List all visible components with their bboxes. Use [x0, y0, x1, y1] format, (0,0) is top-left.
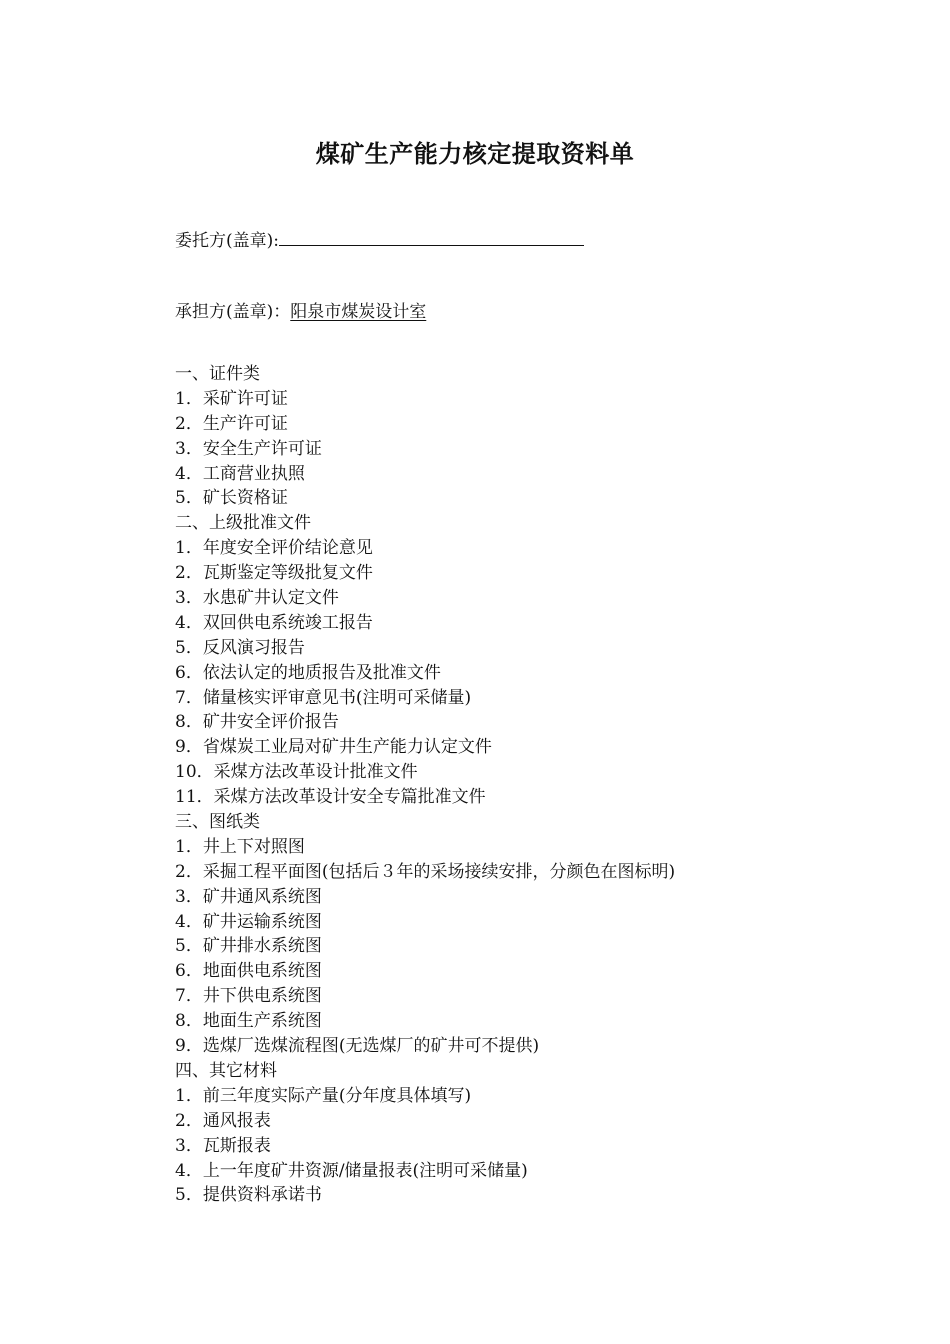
list-item: 8．矿井安全评价报告 — [175, 712, 339, 733]
list-item: 1．前三年度实际产量(分年度具体填写) — [175, 1085, 472, 1106]
list-item: 8．地面生产系统图 — [175, 1011, 322, 1032]
list-item: 4．上一年度矿井资源/储量报表(注明可采储量) — [175, 1160, 528, 1181]
list-item: 10．采煤方法改革设计批准文件 — [175, 762, 418, 783]
section-heading: 一、证件类 — [175, 364, 260, 384]
list-item: 1．采矿许可证 — [175, 388, 288, 409]
client-signature-field[interactable] — [279, 227, 584, 246]
list-item: 5．反风演习报告 — [175, 637, 305, 658]
list-item: 4．矿井运输系统图 — [175, 911, 322, 932]
contractor-name: 阳泉市煤炭设计室 — [290, 302, 427, 322]
list-item: 5．矿井排水系统图 — [175, 936, 322, 957]
list-item: 2．生产许可证 — [175, 413, 288, 434]
list-item: 7．井下供电系统图 — [175, 986, 322, 1007]
list-item: 2．瓦斯鉴定等级批复文件 — [175, 563, 373, 584]
list-item: 3．安全生产许可证 — [175, 438, 322, 459]
list-item: 3．矿井通风系统图 — [175, 886, 322, 907]
list-item: 4．工商营业执照 — [175, 463, 305, 484]
client-label: 委托方(盖章): — [175, 231, 279, 251]
section-heading: 二、上级批准文件 — [175, 513, 311, 534]
list-item: 3．水患矿井认定文件 — [175, 588, 339, 609]
list-item: 7．储量核实评审意见书(注明可采储量) — [175, 687, 472, 708]
list-item: 1．井上下对照图 — [175, 836, 305, 857]
list-item: 6．地面供电系统图 — [175, 961, 322, 982]
list-item: 5．矿长资格证 — [175, 488, 288, 509]
list-item: 11．采煤方法改革设计安全专篇批准文件 — [175, 787, 486, 808]
list-item: 3．瓦斯报表 — [175, 1135, 271, 1156]
document-title: 煤矿生产能力核定提取资料单 — [315, 139, 635, 168]
list-item: 2．采掘工程平面图(包括后３年的采场接续安排，分颜色在图标明) — [175, 861, 676, 882]
contractor-label: 承担方(盖章)： — [175, 302, 291, 322]
materials-list — [175, 362, 875, 1208]
section-heading: 四、其它材料 — [175, 1060, 277, 1081]
list-item: 1．年度安全评价结论意见 — [175, 538, 373, 559]
list-item: 4．双回供电系统竣工报告 — [175, 612, 373, 633]
list-item: 9．省煤炭工业局对矿井生产能力认定文件 — [175, 737, 492, 758]
client-line — [175, 227, 584, 253]
list-item: 5．提供资料承诺书 — [175, 1185, 322, 1206]
list-item: 6．依法认定的地质报告及批准文件 — [175, 662, 441, 683]
list-item: 9．选煤厂选煤流程图(无选煤厂的矿井可不提供) — [175, 1036, 540, 1057]
section-heading: 三、图纸类 — [175, 812, 260, 833]
list-item: 2．通风报表 — [175, 1110, 271, 1131]
contractor-line — [175, 300, 426, 324]
